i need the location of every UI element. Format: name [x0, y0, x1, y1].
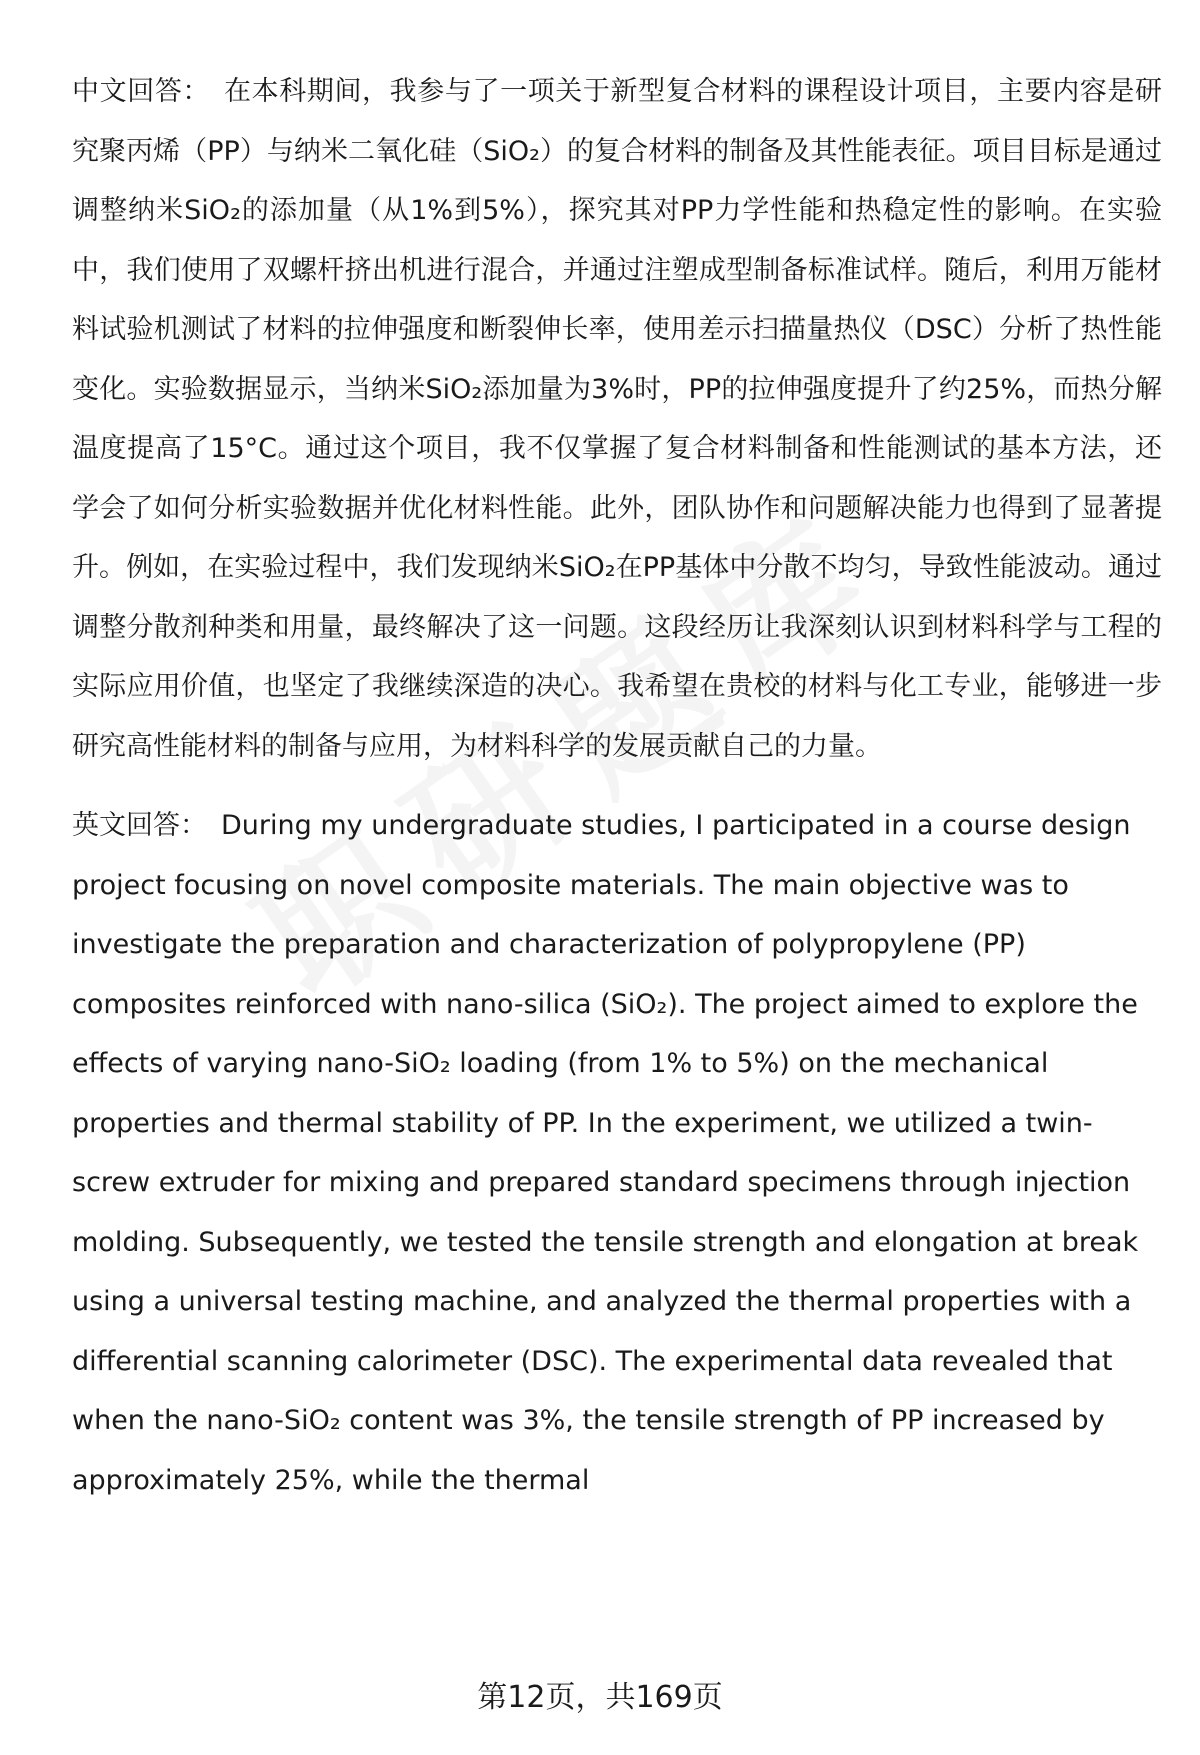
page-indicator: 第12页，共169页: [477, 1680, 723, 1715]
english-answer-label: 英文回答：: [72, 810, 207, 841]
chinese-answer-paragraph: [72, 62, 1162, 776]
chinese-answer-label: 中文回答：: [72, 76, 211, 107]
english-answer-paragraph: [72, 796, 1162, 1510]
english-answer-text: During my undergraduate studies, I participated in a course design project focusing on novel composite materials. The main objective was to investigate the preparation and characterization of polypropylene (PP) composites reinforced with nano-silica (SiO₂). The project aimed to explore the effects of varying nano-SiO₂ loading (from 1% to 5%) on the mechanical properties and thermal stability of PP. In the experiment, we utilized a twin-screw extruder for mixing and prepared standard specimens through injection molding. Subsequently, we tested the tensile strength and elongation at break using a universal testing machine, and analyzed the thermal properties with a differential scanning calorimeter (DSC). The experimental data revealed that when the nano-SiO₂ content was 3%, the tensile strength of PP increased by approximately 25%, while the thermal: [72, 810, 1139, 1496]
paragraph-gap: [72, 776, 1162, 796]
chinese-answer-text: 在本科期间，我参与了一项关于新型复合材料的课程设计项目，主要内容是研究聚丙烯（PP）与纳米二氧化硅（SiO₂）的复合材料的制备及其性能表征。项目目标是通过调整纳米SiO₂的添加量（从1%到5%），探究其对PP力学性能和热稳定性的影响。在实验中，我们使用了双螺杆挤出机进行混合，并通过注塑成型制备标准试样。随后，利用万能材料试验机测试了材料的拉伸强度和断裂伸长率，使用差示扫描量热仪（DSC）分析了热性能变化。实验数据显示，当纳米SiO₂添加量为3%时，PP的拉伸强度提升了约25%，而热分解温度提高了15°C。通过这个项目，我不仅掌握了复合材料制备和性能测试的基本方法，还学会了如何分析实验数据并优化材料性能。此外，团队协作和问题解决能力也得到了显著提升。例如，在实验过程中，我们发现纳米SiO₂在PP基体中分散不均匀，导致性能波动。通过调整分散剂种类和用量，最终解决了这一问题。这段经历让我深刻认识到材料科学与工程的实际应用价值，也坚定了我继续深造的决心。我希望在贵校的材料与化工专业，能够进一步研究高性能材料的制备与应用，为材料科学的发展贡献自己的力量。: [72, 76, 1163, 762]
document-body: [72, 62, 1162, 1510]
